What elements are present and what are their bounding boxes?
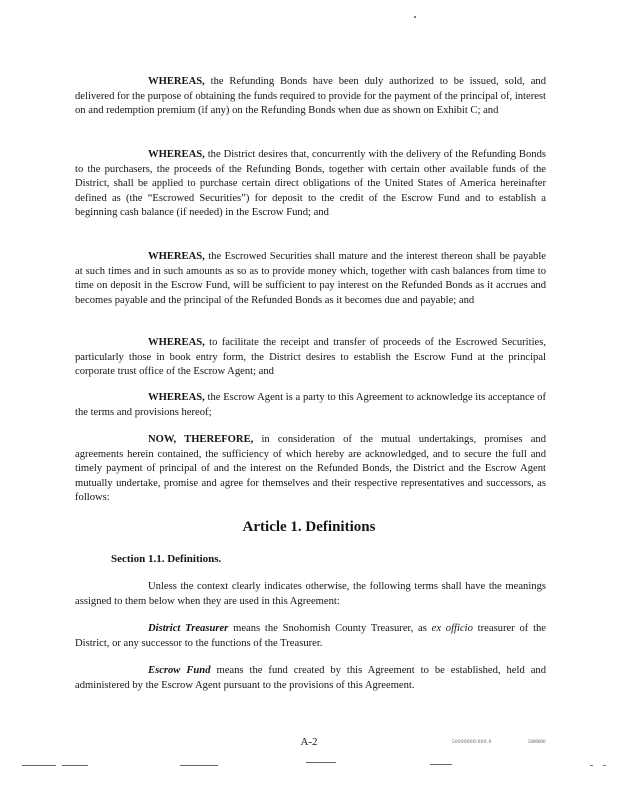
paragraph-text: means the Snohomish County Treasurer, as (228, 623, 432, 634)
whereas-keyword: WHEREAS, (148, 76, 205, 87)
scan-artifact-line (430, 764, 452, 765)
scan-speck (414, 16, 416, 18)
page-number: A-2 (300, 736, 318, 748)
paragraph-text: Unless the context clearly indicates otherwise, the following terms shall have the meanings assigned to them below when they are used in this Agreement: (75, 581, 546, 607)
paragraph-text: the Escrow Agent is a party to this Agreement to acknowledge its acceptance of the terms and provisions hereof; (75, 392, 546, 418)
paragraph-text: the Refunding Bonds have been duly authorized to be issued, sold, and delivered for the purpose of obtaining the funds required to provide for the payment of the principal of, interest on and redemption premium (if any) on the Refunding Bonds when due as shown on Exhibit C; and (75, 76, 546, 117)
whereas-paragraph-4 (75, 336, 546, 380)
article-heading: Article 1. Definitions (242, 519, 376, 535)
whereas-keyword: WHEREAS, (148, 251, 205, 262)
paragraph-text: means the fund created by this Agreement to be established, held and administered by the Escrow Agent pursuant to the provisions of this Agreement. (75, 665, 547, 691)
italic-phrase: ex officio (431, 623, 473, 634)
defined-term: District Treasurer (148, 623, 229, 634)
district-treasurer-definition (75, 622, 546, 651)
document-code: 5000000 (528, 740, 546, 745)
defined-term: Escrow Fund (148, 665, 211, 676)
scan-speck (590, 765, 593, 766)
paragraph-text: the District desires that, concurrently with the delivery of the Refunding Bonds to the purchasers, the proceeds of the Refunding Bonds, together with certain other available funds of the District, shall be applied to purchase certain direct obligations of the United States of America hereinafter defined as (the “Escrowed Securities”) for deposit to the credit of the Escrow Fund and to establish a beginning cash balance (if needed) in the Escrow Fund; and (75, 149, 546, 219)
whereas-keyword: WHEREAS, (148, 149, 205, 160)
now-therefore-paragraph (75, 433, 546, 506)
whereas-keyword: WHEREAS, (148, 337, 205, 348)
section-heading: Section 1.1. Definitions. (111, 553, 222, 565)
paragraph-text: to facilitate the receipt and transfer of proceeds of the Escrowed Securities, particularly those in book entry form, the District desires to establish the Escrow Fund at the principal corporate trust office of the Escrow Agent; and (75, 337, 546, 378)
scan-artifact-line (22, 765, 56, 766)
definitions-intro-paragraph (75, 580, 546, 609)
whereas-keyword: WHEREAS, (148, 392, 205, 403)
paragraph-text: in consideration of the mutual undertakings, promises and agreements herein contained, the sufficiency of which hereby are acknowledged, and to secure the full and timely payment of principal of and the interest on the Refunded Bonds, the District and the Escrow Agent mutually undertake, promise and agree for themselves and their respective representatives and successors, as follows: (75, 434, 546, 504)
now-therefore-keyword: NOW, THEREFORE, (148, 434, 254, 445)
escrow-fund-definition (75, 664, 546, 693)
whereas-paragraph-3 (75, 250, 546, 308)
paragraph-text: the Escrowed Securities shall mature and the interest thereon shall be payable at such times and in such amounts as so as to provide money which, together with cash balances from time to time on deposit in the Escrow Fund, will be sufficient to pay interest on the Refunded Bonds as it accrues and becomes payable and the principal of the Refunded Bonds as it becomes due and payable; and (75, 251, 546, 306)
whereas-paragraph-5 (75, 391, 546, 420)
whereas-paragraph-2 (75, 148, 546, 221)
paragraph-text: treasurer of the District, or any successor to the functions of the Treasurer. (75, 623, 547, 649)
scan-speck (603, 765, 606, 766)
scan-artifact-line (180, 765, 218, 766)
scan-artifact-line (306, 762, 336, 763)
document-id: 50000000/000.0 (452, 740, 492, 745)
whereas-paragraph-1 (75, 75, 546, 119)
scan-artifact-line (62, 765, 88, 766)
